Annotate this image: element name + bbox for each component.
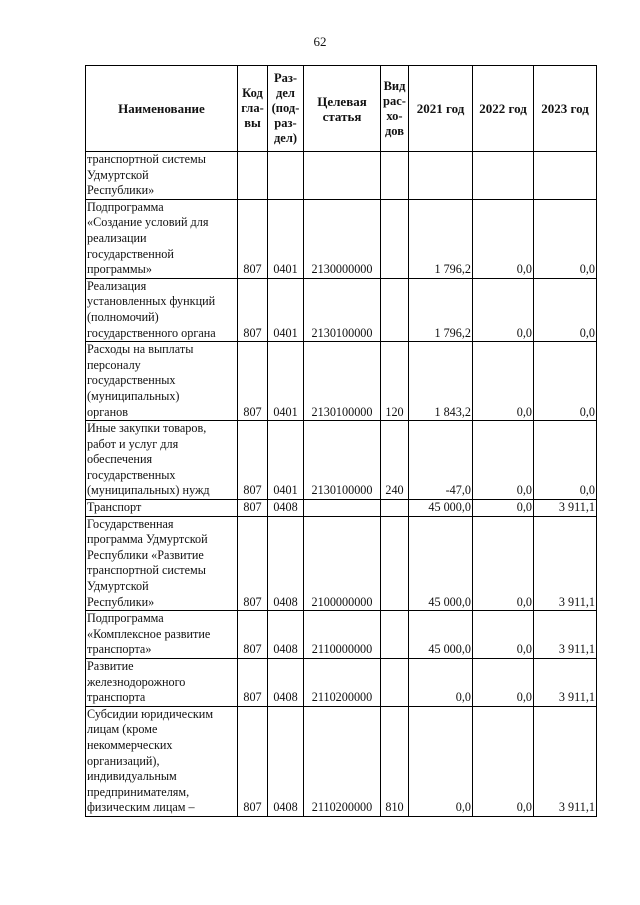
cell-2022 bbox=[473, 152, 534, 200]
cell-target: 2100000000 bbox=[304, 516, 381, 611]
header-name: Наименование bbox=[86, 66, 238, 152]
header-line: (под- bbox=[271, 101, 300, 115]
name-line: Реализация bbox=[87, 278, 147, 293]
cell-target: 2130100000 bbox=[304, 342, 381, 421]
cell-2021: 45 000,0 bbox=[409, 611, 473, 659]
cell-expense-type bbox=[381, 500, 409, 517]
cell-code: 807 bbox=[238, 611, 268, 659]
cell-target bbox=[304, 500, 381, 517]
cell-code: 807 bbox=[238, 706, 268, 816]
header-line: гла- bbox=[241, 101, 264, 115]
cell-2023: 0,0 bbox=[534, 278, 597, 341]
name-line: государственных bbox=[87, 373, 176, 388]
cell-2022: 0,0 bbox=[473, 278, 534, 341]
name-line: Подпрограмма bbox=[87, 199, 164, 214]
cell-name bbox=[86, 152, 238, 200]
cell-name bbox=[86, 611, 238, 659]
cell-expense-type bbox=[381, 152, 409, 200]
name-line: транспортной системы bbox=[87, 152, 206, 166]
cell-2023: 3 911,1 bbox=[534, 500, 597, 517]
header-line: хо- bbox=[386, 108, 403, 123]
cell-2021: 1 796,2 bbox=[409, 278, 473, 341]
header-2022: 2022 год bbox=[473, 66, 534, 152]
cell-2023: 3 911,1 bbox=[534, 516, 597, 611]
cell-expense-type: 810 bbox=[381, 706, 409, 816]
cell-target: 2130100000 bbox=[304, 278, 381, 341]
name-line: установленных функций bbox=[87, 294, 216, 309]
header-2021: 2021 год bbox=[409, 66, 473, 152]
name-line: программы» bbox=[87, 262, 152, 277]
name-line: обеспечения bbox=[87, 452, 153, 467]
header-section bbox=[268, 66, 304, 152]
cell-2022: 0,0 bbox=[473, 516, 534, 611]
header-line: Раз- bbox=[273, 71, 298, 85]
page-number: 62 bbox=[313, 34, 327, 49]
header-line: Вид bbox=[383, 78, 406, 93]
name-line: (муниципальных) bbox=[87, 388, 180, 403]
name-line: органов bbox=[87, 404, 128, 419]
name-line: транспорта» bbox=[87, 642, 152, 657]
cell-2021: 0,0 bbox=[409, 706, 473, 816]
cell-2023: 3 911,1 bbox=[534, 659, 597, 707]
cell-section: 0408 bbox=[268, 500, 304, 517]
cell-section: 0408 bbox=[268, 611, 304, 659]
cell-target: 2110200000 bbox=[304, 659, 381, 707]
table-row bbox=[86, 611, 597, 659]
cell-name bbox=[86, 706, 238, 816]
table-header-row bbox=[86, 66, 597, 152]
cell-2021: 0,0 bbox=[409, 659, 473, 707]
cell-2022: 0,0 bbox=[473, 342, 534, 421]
name-line: Иные закупки товаров, bbox=[87, 421, 207, 436]
header-line: Целевая bbox=[317, 93, 367, 109]
table-row bbox=[86, 421, 597, 500]
name-line: государственного органа bbox=[87, 325, 216, 340]
table-row bbox=[86, 199, 597, 278]
name-line: Республики» bbox=[87, 594, 155, 609]
name-line: Государственная bbox=[87, 516, 174, 531]
name-line: государственной bbox=[87, 246, 174, 261]
cell-2021: 1 843,2 bbox=[409, 342, 473, 421]
table-row bbox=[86, 659, 597, 707]
name-line: Расходы на выплаты bbox=[87, 342, 194, 357]
table-row bbox=[86, 516, 597, 611]
cell-name bbox=[86, 659, 238, 707]
name-line: Республики» bbox=[87, 183, 155, 198]
name-line: «Комплексное развитие bbox=[87, 626, 211, 641]
name-line: Республики «Развитие bbox=[87, 547, 204, 562]
cell-name bbox=[86, 199, 238, 278]
header-line: Код bbox=[242, 86, 263, 100]
cell-2022: 0,0 bbox=[473, 199, 534, 278]
cell-2023: 0,0 bbox=[534, 199, 597, 278]
cell-target: 2130000000 bbox=[304, 199, 381, 278]
cell-code bbox=[238, 152, 268, 200]
cell-section: 0401 bbox=[268, 278, 304, 341]
header-line: дов bbox=[384, 123, 404, 138]
cell-code: 807 bbox=[238, 342, 268, 421]
header-expense-type bbox=[381, 66, 409, 152]
cell-expense-type bbox=[381, 516, 409, 611]
table-body bbox=[86, 152, 597, 817]
cell-expense-type bbox=[381, 278, 409, 341]
name-line: реализации bbox=[87, 230, 147, 245]
cell-2023: 3 911,1 bbox=[534, 611, 597, 659]
cell-section bbox=[268, 152, 304, 200]
header-line: раз- bbox=[274, 116, 297, 130]
cell-2022: 0,0 bbox=[473, 611, 534, 659]
cell-2021: 45 000,0 bbox=[409, 500, 473, 517]
cell-section: 0408 bbox=[268, 659, 304, 707]
header-line: статья bbox=[322, 108, 362, 124]
name-line: программа Удмуртской bbox=[87, 532, 208, 547]
cell-2022: 0,0 bbox=[473, 500, 534, 517]
name-line: Субсидии юридическим bbox=[87, 706, 214, 721]
name-line: Транспорт bbox=[87, 500, 142, 515]
table-row bbox=[86, 152, 597, 200]
cell-2021: 45 000,0 bbox=[409, 516, 473, 611]
cell-target bbox=[304, 152, 381, 200]
cell-code: 807 bbox=[238, 199, 268, 278]
cell-2023 bbox=[534, 152, 597, 200]
name-line: предпринимателям, bbox=[87, 784, 190, 799]
cell-target: 2110200000 bbox=[304, 706, 381, 816]
name-line: индивидуальным bbox=[87, 769, 177, 784]
cell-section: 0401 bbox=[268, 342, 304, 421]
name-line: физическим лицам – bbox=[87, 800, 195, 815]
name-line: персоналу bbox=[87, 357, 141, 372]
cell-2021 bbox=[409, 152, 473, 200]
table-row bbox=[86, 342, 597, 421]
cell-expense-type bbox=[381, 659, 409, 707]
cell-code: 807 bbox=[238, 278, 268, 341]
header-2023: 2023 год bbox=[534, 66, 597, 152]
cell-section: 0408 bbox=[268, 706, 304, 816]
cell-2022: 0,0 bbox=[473, 421, 534, 500]
cell-section: 0408 bbox=[268, 516, 304, 611]
cell-section: 0401 bbox=[268, 199, 304, 278]
header-line: рас- bbox=[383, 93, 406, 108]
header-line: дел bbox=[276, 86, 295, 100]
cell-name bbox=[86, 421, 238, 500]
cell-code: 807 bbox=[238, 516, 268, 611]
name-line: (полномочий) bbox=[87, 309, 159, 324]
header-line: дел) bbox=[273, 131, 298, 145]
cell-target: 2130100000 bbox=[304, 421, 381, 500]
cell-name bbox=[86, 516, 238, 611]
cell-name bbox=[86, 342, 238, 421]
cell-name bbox=[86, 278, 238, 341]
cell-expense-type bbox=[381, 199, 409, 278]
cell-code: 807 bbox=[238, 659, 268, 707]
name-line: лицам (кроме bbox=[87, 722, 158, 737]
cell-2023: 0,0 bbox=[534, 342, 597, 421]
cell-target: 2110000000 bbox=[304, 611, 381, 659]
name-line: Удмуртской bbox=[87, 167, 149, 182]
name-line: организаций), bbox=[87, 753, 160, 768]
cell-expense-type bbox=[381, 611, 409, 659]
cell-name bbox=[86, 500, 238, 517]
name-line: транспортной системы bbox=[87, 563, 206, 578]
name-line: Развитие bbox=[87, 659, 134, 673]
name-line: железнодорожного bbox=[87, 674, 186, 689]
cell-expense-type: 120 bbox=[381, 342, 409, 421]
table-row bbox=[86, 706, 597, 816]
cell-section: 0401 bbox=[268, 421, 304, 500]
table-row bbox=[86, 278, 597, 341]
name-line: (муниципальных) нужд bbox=[87, 483, 210, 498]
cell-2023: 0,0 bbox=[534, 421, 597, 500]
cell-expense-type: 240 bbox=[381, 421, 409, 500]
header-line: вы bbox=[244, 116, 261, 130]
cell-2021: 1 796,2 bbox=[409, 199, 473, 278]
cell-2022: 0,0 bbox=[473, 659, 534, 707]
name-line: «Создание условий для bbox=[87, 215, 209, 230]
name-line: транспорта bbox=[87, 690, 146, 705]
cell-2021: -47,0 bbox=[409, 421, 473, 500]
name-line: Удмуртской bbox=[87, 579, 149, 594]
name-line: государственных bbox=[87, 467, 176, 482]
header-code bbox=[238, 66, 268, 152]
cell-code: 807 bbox=[238, 421, 268, 500]
cell-2023: 3 911,1 bbox=[534, 706, 597, 816]
name-line: Подпрограмма bbox=[87, 611, 164, 626]
table-row bbox=[86, 500, 597, 517]
name-line: работ и услуг для bbox=[87, 436, 179, 451]
header-target bbox=[304, 66, 381, 152]
cell-2022: 0,0 bbox=[473, 706, 534, 816]
name-line: некоммерческих bbox=[87, 737, 173, 752]
cell-code: 807 bbox=[238, 500, 268, 517]
budget-table bbox=[85, 65, 597, 817]
